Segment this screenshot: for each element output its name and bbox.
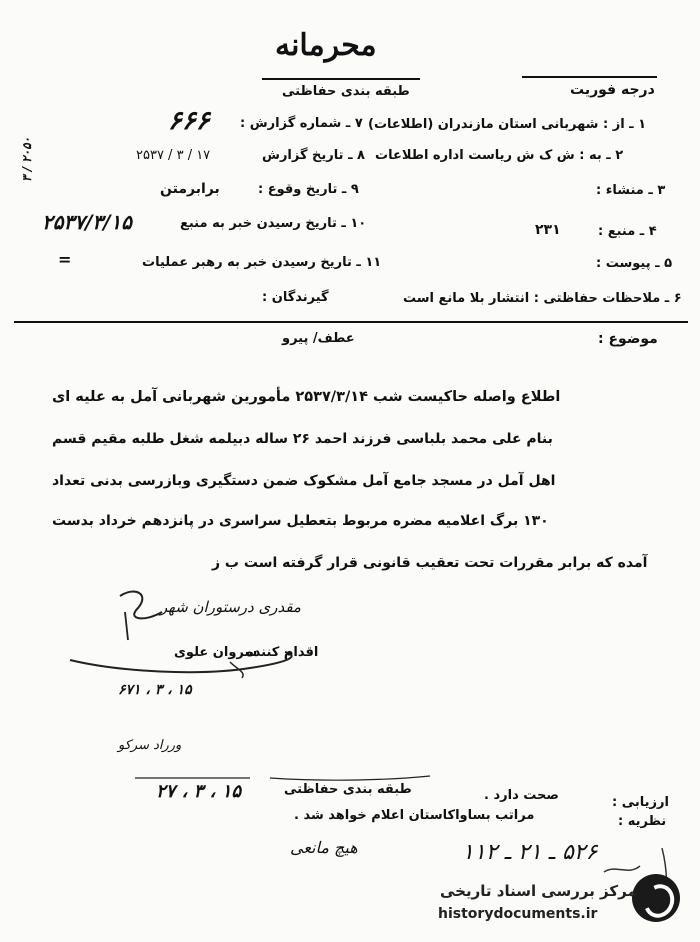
field-report-date-value: ۲۵۳۷ / ۳ / ۱۷ bbox=[136, 148, 211, 163]
body-line-3: اهل آمل در مسجد جامع آمل مشکوک ضمن دستگیری وبازرسی بدنی تعداد bbox=[52, 473, 556, 489]
signature-date: ۶۷۱ ، ۳ ، ۱۵ bbox=[118, 682, 192, 698]
document-title: محرمانه bbox=[275, 28, 377, 63]
field-attachment: ۵ ـ پیوست : bbox=[596, 256, 673, 271]
body-line-5: آمده که برابر مقررات تحت تعقیب قانونی قرار گرفته است ب ز bbox=[212, 555, 648, 571]
field-source-value: ۲۳۱ bbox=[535, 222, 561, 238]
field-report-date-label: ۸ ـ تاریخ گزارش bbox=[262, 148, 365, 163]
field-occurrence-date-label: ۹ ـ تاریخ وقوع : bbox=[258, 182, 359, 197]
paraph: ورراد سرکو bbox=[118, 738, 182, 753]
field-from: ۱ ـ از : شهربانی استان مازندران (اطلاعات) bbox=[368, 117, 647, 132]
action-name: سروان علوی bbox=[174, 645, 258, 660]
field-ops-received-date-mark: = bbox=[58, 250, 72, 269]
field-ops-received-date-label: ۱۱ ـ تاریخ رسیدن خبر به رهبر عملیات bbox=[142, 255, 382, 270]
body-line-2: بنام علی محمد بلباسی فرزند احمد ۲۶ ساله دبیلمه شغل طلبه مقیم قسم bbox=[52, 431, 553, 447]
field-source-received-date-label: ۱۰ ـ تاریخ رسیدن خبر به منبع bbox=[180, 216, 367, 231]
field-security-notes: ۶ ـ ملاحظات حفاظتی : انتشار بلا مانع است bbox=[403, 291, 682, 306]
subject-label: موضوع : bbox=[598, 331, 658, 347]
footer-signature-hand: هیچ مانعی bbox=[290, 838, 358, 857]
evaluation-label: ارزیابی : bbox=[612, 795, 669, 810]
footer-date-hand: ۲۷ ، ۳ ، ۱۵ bbox=[156, 781, 242, 802]
footer-classification-label: طبقه بندی حفاظتی bbox=[284, 782, 412, 797]
classification-label: طبقه بندی حفاظتی bbox=[282, 84, 410, 99]
signature-name-line: مقدری درستوران شهر bbox=[160, 598, 301, 616]
field-source-received-date-value: ۲۵۳۷/۳/۱۵ bbox=[42, 210, 132, 234]
document-number: ۵۲۶ ـ ۲۱ ـ ۱۱۲ bbox=[462, 840, 598, 865]
watermark-url: historydocuments.ir bbox=[438, 906, 598, 922]
watermark-name: مرکز بررسی اسناد تاریخی bbox=[440, 882, 637, 900]
field-occurrence-date-value: برابرمتن bbox=[160, 181, 220, 197]
field-origin: ۳ ـ منشاء : bbox=[596, 183, 666, 198]
recipients-label: گیرندگان : bbox=[262, 290, 329, 305]
evaluation-value: صحت دارد . bbox=[484, 788, 559, 803]
field-to: ۲ ـ به : ش ک ش ریاست اداره اطلاعات bbox=[375, 148, 624, 163]
opinion-value: مراتب بساواکاستان اعلام خواهد شد . bbox=[294, 808, 535, 823]
field-report-number-value: ۶۶۶ bbox=[168, 106, 210, 136]
subject-value: عطف/ پیرو bbox=[282, 331, 355, 346]
body-line-1: اطلاع واصله حاکیست شب ۲۵۳۷/۳/۱۴ مأمورین شهربانی آمل به علیه ای bbox=[52, 389, 561, 405]
body-line-4: ۱۳۰ برگ اعلامیه مضره مربوط بتعطیل سراسری در پانزدهم خرداد بدست bbox=[52, 513, 549, 529]
field-report-number-label: ۷ ـ شماره گزارش : bbox=[240, 116, 363, 131]
action-label: اقدام کننده bbox=[246, 645, 319, 660]
opinion-label: نظریه : bbox=[618, 814, 667, 829]
watermark-logo-icon bbox=[632, 874, 680, 922]
urgency-label: درجه فوریت bbox=[570, 82, 655, 98]
margin-note: ۳ / ۲۰۵۰ bbox=[20, 137, 34, 182]
field-source-label: ۴ ـ منبع : bbox=[598, 224, 657, 239]
